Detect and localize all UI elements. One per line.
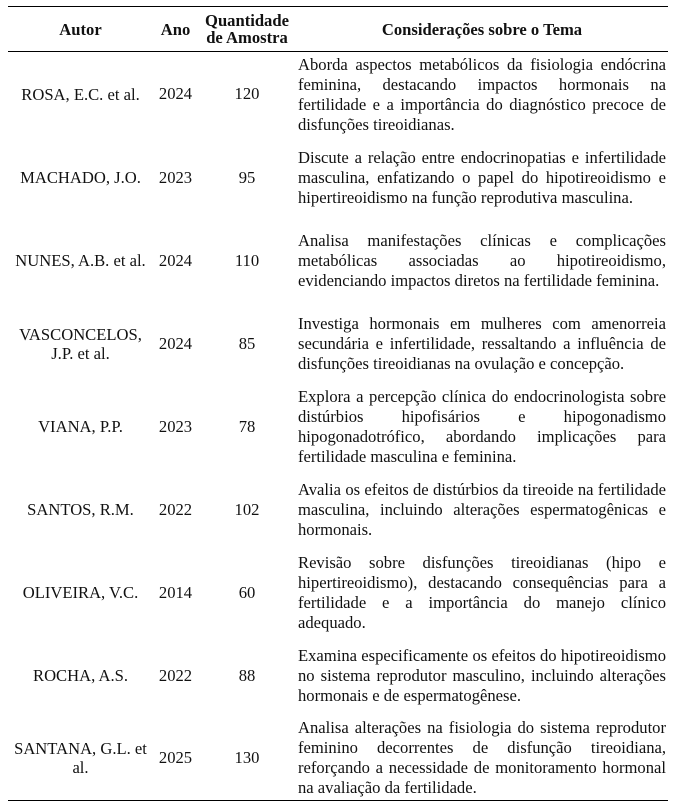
table-row [8, 302, 668, 385]
cell-quantidade: 95 [238, 167, 256, 187]
cell-consideracoes: Revisão sobre disfunções tireoidianas (hipo e hipertireoidismo), destacando consequências para a fertilidade e a importância do manejo clínico adequado. [298, 552, 666, 632]
table-row [8, 52, 668, 137]
cell-autor: ROCHA, A.S. [33, 666, 128, 685]
cell-consideracoes: Aborda aspectos metabólicos da fisiologia endócrina feminina, destacando impactos hormonais na fertilidade e a importância do diagnóstico precoce de disfunções tireoidianas. [298, 55, 666, 134]
table-body [8, 52, 668, 801]
cell-consideracoes: Investiga hormonais em mulheres com amenorreia secundária e infertilidade, ressaltando a influência de disfunções tireoidianas na ovulação e concepção. [298, 313, 666, 373]
table-row [8, 136, 668, 219]
header-quantidade: Quantidade de Amostra [198, 7, 296, 52]
cell-ano: 2014 [158, 582, 193, 602]
cell-quantidade: 130 [234, 748, 260, 768]
cell-autor: VIANA, P.P. [38, 417, 123, 436]
cell-quantidade: 78 [238, 416, 256, 436]
table-row [8, 219, 668, 302]
table-row [8, 717, 668, 800]
cell-autor: NUNES, A.B. et al. [15, 251, 146, 270]
table-row [8, 634, 668, 717]
cell-consideracoes: Avalia os efeitos de distúrbios da tireoide na fertilidade masculina, incluindo alterações espermatogênicas e hormonais. [298, 479, 666, 539]
cell-quantidade: 110 [234, 250, 260, 270]
cell-consideracoes: Discute a relação entre endocrinopatias e infertilidade masculina, enfatizando o papel do hipotireoidismo e hipertireoidismo na função reprodutiva masculina. [298, 147, 666, 207]
cell-ano: 2022 [158, 665, 193, 685]
cell-ano: 2024 [158, 333, 193, 353]
cell-ano: 2025 [158, 748, 193, 768]
cell-quantidade: 85 [238, 333, 256, 353]
cell-autor: VASCONCELOS, J.P. et al. [19, 324, 142, 363]
cell-ano: 2023 [158, 167, 193, 187]
table-row [8, 468, 668, 551]
cell-quantidade: 102 [234, 499, 260, 519]
table-row [8, 551, 668, 634]
cell-autor: MACHADO, J.O. [20, 168, 141, 187]
cell-quantidade: 120 [234, 84, 260, 103]
cell-consideracoes: Analisa manifestações clínicas e complicações metabólicas associadas ao hipotireoidismo, evidenciando impactos diretos na fertilidade feminina. [298, 230, 666, 290]
header-autor: Autor [8, 7, 153, 52]
cell-autor: OLIVEIRA, V.C. [22, 583, 139, 602]
cell-ano: 2022 [158, 499, 193, 519]
cell-quantidade: 60 [238, 582, 256, 602]
header-row [8, 7, 668, 52]
cell-consideracoes: Examina especificamente os efeitos do hipotireoidismo no sistema reprodutor masculino, incluindo alterações hormonais e de espermatogênese. [298, 645, 666, 705]
cell-quantidade: 88 [238, 665, 256, 685]
cell-autor: ROSA, E.C. et al. [21, 84, 140, 104]
cell-ano: 2023 [158, 416, 193, 436]
table-row [8, 385, 668, 468]
cell-ano: 2024 [158, 250, 193, 270]
table-header [8, 7, 668, 52]
header-consideracoes: Considerações sobre o Tema [296, 7, 668, 52]
cell-autor: SANTANA, G.L. et al. [14, 739, 147, 778]
cell-ano: 2024 [158, 84, 193, 103]
studies-table [8, 6, 668, 801]
cell-consideracoes: Explora a percepção clínica do endocrinologista sobre distúrbios hipofisários e hipogonadismo hipogonadotrófico, abordando implicações para fertilidade masculina e feminina. [298, 386, 666, 466]
cell-autor: SANTOS, R.M. [27, 500, 134, 519]
header-ano: Ano [153, 7, 198, 52]
cell-consideracoes: Analisa alterações na fisiologia do sistema reprodutor feminino decorrentes de disfunção tireoidiana, reforçando a necessidade de monitoramento hormonal na avaliação da fertilidade. [298, 718, 666, 798]
